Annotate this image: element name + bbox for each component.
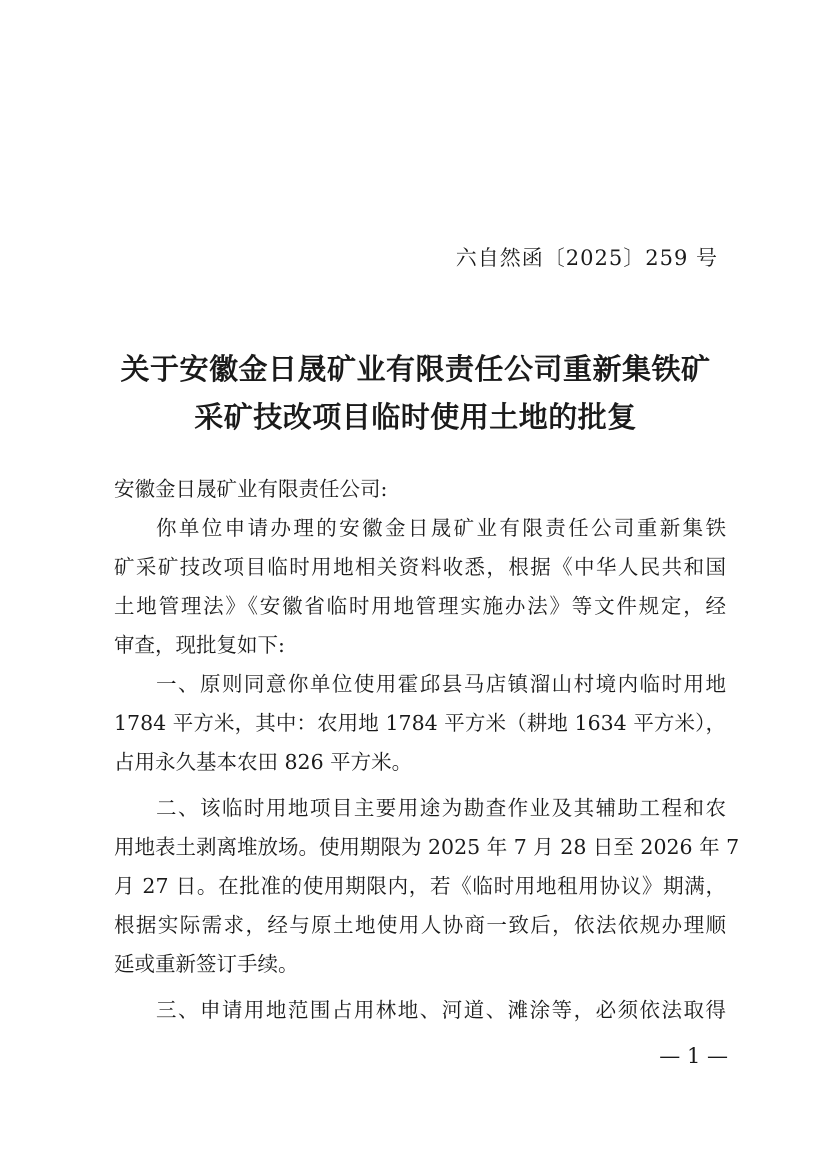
paragraph-line: 1784 平方米，其中：农用地 1784 平方米（耕地 1634 平方米）， xyxy=(114,711,726,735)
paragraph-line: 二、该临时用地项目主要用途为勘查作业及其辅助工程和农 xyxy=(156,796,726,820)
document-title xyxy=(100,345,731,441)
paragraph-item-1 xyxy=(114,665,726,782)
paragraph-item-2 xyxy=(114,789,740,984)
paragraph-line: 一、原则同意你单位使用霍邱县马店镇溜山村境内临时用地 xyxy=(156,672,726,696)
document-body xyxy=(114,470,740,1030)
paragraph-line: 延或重新签订手续。 xyxy=(114,952,299,976)
paragraph-line: 矿采矿技改项目临时用地相关资料收悉，根据《中华人民共和国 xyxy=(114,555,726,579)
paragraph-item-3 xyxy=(114,991,726,1030)
paragraph-line: 审查，现批复如下: xyxy=(114,633,285,657)
paragraph-line: 根据实际需求，经与原土地使用人协商一致后，依法依规办理顺 xyxy=(114,913,726,937)
document-number: 六自然函〔2025〕259 号 xyxy=(455,246,718,270)
paragraph-line: 占用永久基本农田 826 平方米。 xyxy=(114,750,413,774)
paragraph-line: 月 27 日。在批准的使用期限内，若《临时用地租用协议》期满， xyxy=(114,874,726,898)
paragraph-intro xyxy=(114,509,726,665)
paragraph-line: 土地管理法》《安徽省临时用地管理实施办法》等文件规定，经 xyxy=(114,594,726,618)
title-line-2: 采矿技改项目临时使用土地的批复 xyxy=(194,400,637,434)
paragraph-line: 用地表土剥离堆放场。使用期限为 2025 年 7 月 28 日至 2026 年 7 xyxy=(114,835,740,859)
page-number: — 1 — xyxy=(659,1044,728,1068)
paragraph-line: 你单位申请办理的安徽金日晟矿业有限责任公司重新集铁 xyxy=(156,516,726,540)
paragraph-line: 三、申请用地范围占用林地、河道、滩涂等，必须依法取得 xyxy=(156,998,726,1022)
addressee: 安徽金日晟矿业有限责任公司: xyxy=(114,477,388,501)
title-line-1: 关于安徽金日晟矿业有限责任公司重新集铁矿 xyxy=(120,352,711,386)
